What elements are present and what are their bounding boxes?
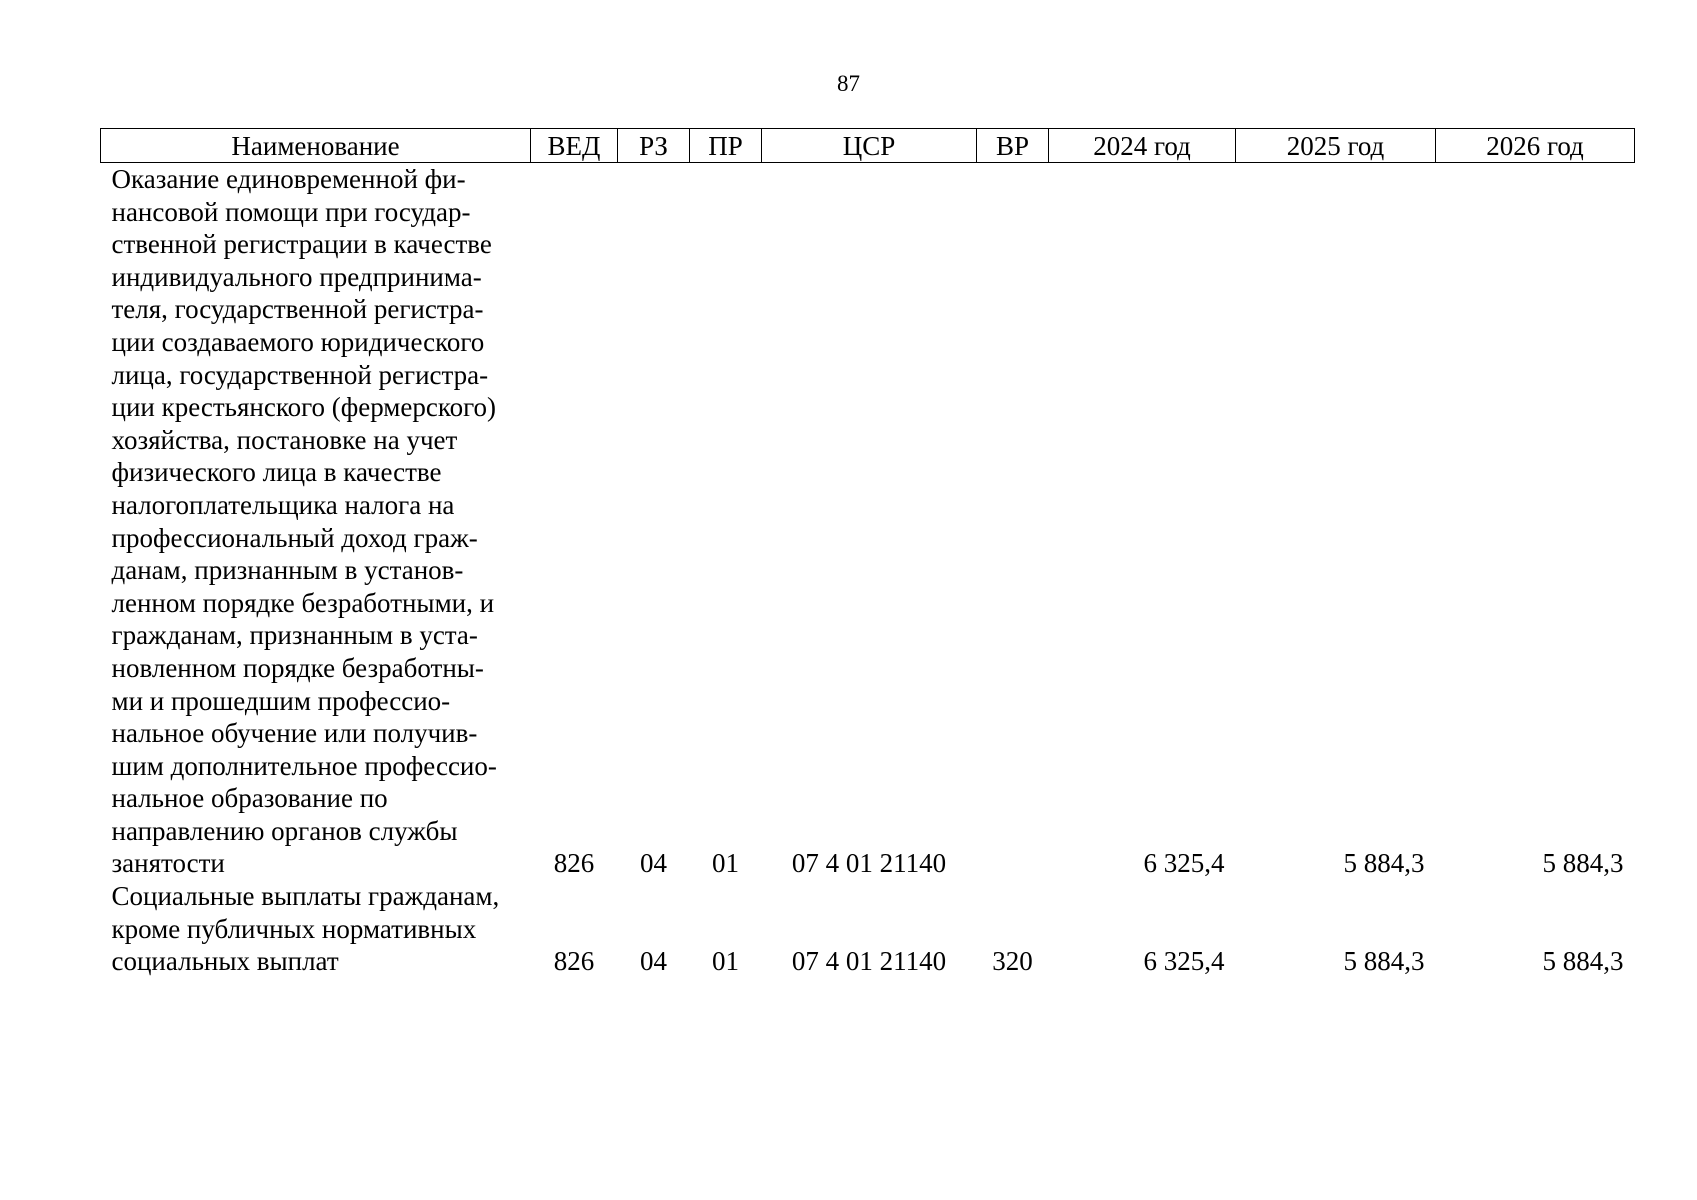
header-vr: ВР [977, 129, 1049, 163]
table-body [101, 163, 1635, 978]
row-name-line: теля, государственной регистра- [111, 294, 484, 325]
row-name-line: шим дополнительное профессио- [111, 750, 497, 781]
row-csr: 07 4 01 21140 [791, 848, 947, 879]
row-name-cell [101, 880, 531, 978]
row-name-line: кроме публичных нормативных [111, 913, 477, 944]
row-name-line: Социальные выплаты гражданам, [111, 881, 500, 912]
row-name-line: нансовой помощи при государ- [111, 196, 471, 227]
header-year-2025: 2025 год [1236, 129, 1436, 163]
row-name-line: новленном порядке безработны- [111, 652, 484, 683]
row-vr [977, 163, 1049, 881]
row-name-line: данам, признанным в установ- [111, 555, 464, 586]
header-year-2026: 2026 год [1436, 129, 1635, 163]
row-name-line: индивидуального предпринима- [111, 261, 482, 292]
header-name: Наименование [101, 129, 531, 163]
table-row [101, 880, 1635, 978]
row-name-line: занятости [111, 848, 225, 879]
row-name-line: профессиональный доход граж- [111, 522, 478, 553]
table-row [101, 163, 1635, 881]
row-pr: 01 [712, 946, 739, 977]
row-name-line: гражданам, признанным в уста- [111, 620, 478, 651]
page-number: 87 [837, 71, 860, 96]
row-name-cell [101, 163, 531, 881]
header-ved: ВЕД [531, 129, 618, 163]
row-amount-2025: 5 884,3 [1343, 946, 1425, 977]
row-name-line: ции создаваемого юридического [111, 326, 485, 357]
row-name-line: ленном порядке безработными, и [111, 587, 495, 618]
header-rz: РЗ [618, 129, 690, 163]
row-name-line: ми и прошедшим профессио- [111, 685, 451, 716]
row-name-line: нальное образование по [111, 783, 388, 814]
row-amount-2026: 5 884,3 [1542, 848, 1624, 879]
row-amount-2026: 5 884,3 [1542, 946, 1624, 977]
row-ved: 826 [553, 848, 595, 879]
row-amount-2025: 5 884,3 [1343, 848, 1425, 879]
header-csr: ЦСР [762, 129, 977, 163]
row-name-line: ции крестьянского (фермерского) [111, 392, 496, 423]
row-rz: 04 [640, 946, 667, 977]
row-rz: 04 [640, 848, 667, 879]
row-pr: 01 [712, 848, 739, 879]
row-name-line: направлению органов службы [111, 815, 458, 846]
budget-table [100, 128, 1635, 978]
row-amount-2024: 6 325,4 [1143, 946, 1225, 977]
header-row [101, 129, 1635, 163]
row-name-line: лица, государственной регистра- [111, 359, 489, 390]
row-name-line: хозяйства, постановке на учет [111, 424, 458, 455]
row-csr: 07 4 01 21140 [791, 946, 947, 977]
row-name-line: нальное обучение или получив- [111, 718, 478, 749]
row-name-line: налогоплательщика налога на [111, 489, 455, 520]
table-header [101, 129, 1635, 163]
row-name-line: социальных выплат [111, 946, 339, 977]
row-vr: 320 [992, 946, 1033, 977]
row-ved: 826 [553, 946, 595, 977]
row-amount-2024: 6 325,4 [1143, 848, 1225, 879]
header-year-2024: 2024 год [1049, 129, 1236, 163]
row-name-line: физического лица в качестве [111, 457, 442, 488]
header-pr: ПР [690, 129, 762, 163]
row-name-line: ственной регистрации в качестве [111, 229, 492, 260]
row-name-line: Оказание единовременной фи- [111, 164, 466, 194]
